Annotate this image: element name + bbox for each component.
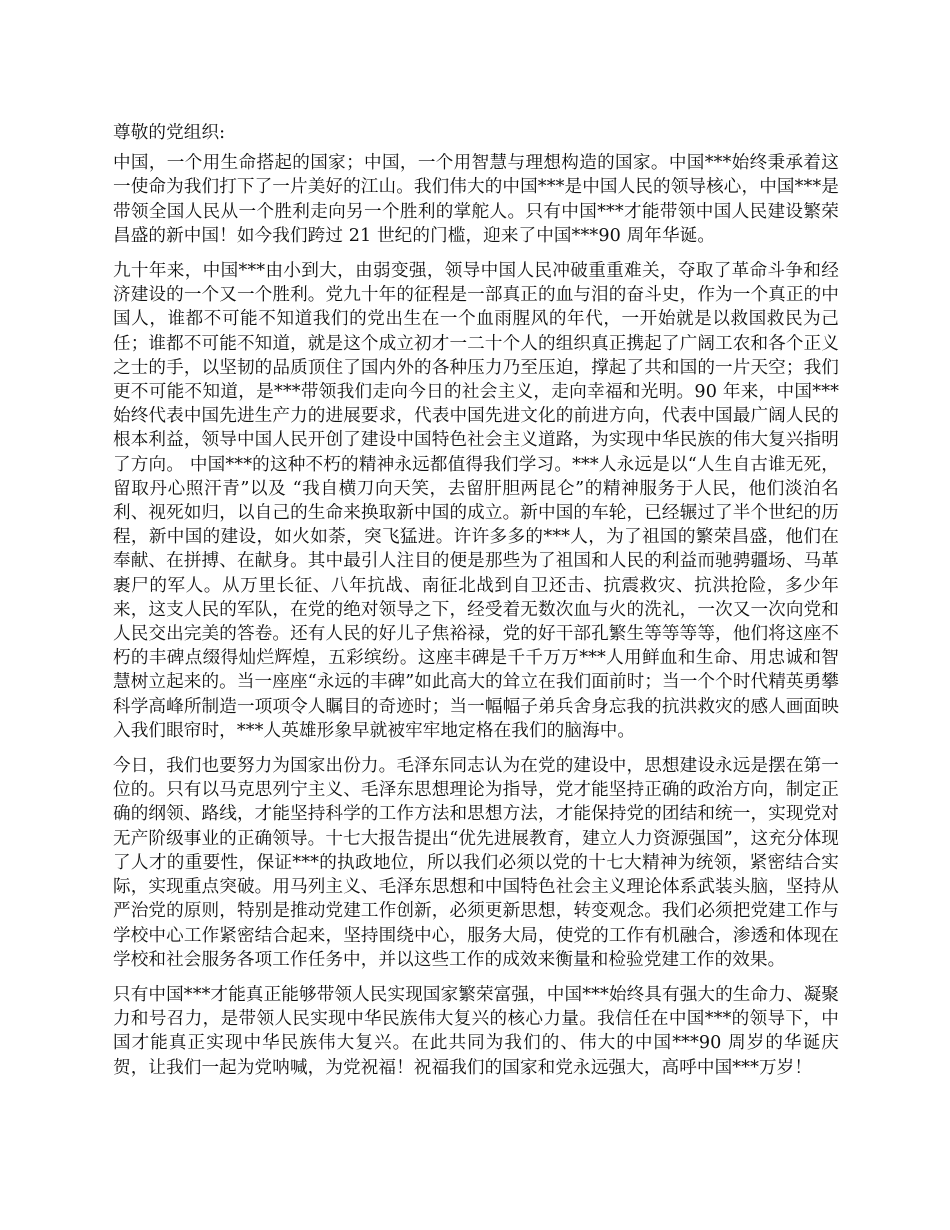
paragraph-ninety-years-history: 九十年来，中国***由小到大，由弱变强，领导中国人民冲破重重难关，夺取了革命斗争和经济建设的一个又一个胜利。党九十年的征程是一部真正的血与泪的奋斗史，作为一个真正的中国人，谁都不可能不知道我们的党出生在一个血雨腥风的年代，一开始就是以救国救民为己任；谁都不可能不知道，就是这个成立初才一二十个人的组织真正携起了广阔工农和各个正义之士的手，以坚韧的品质顶住了国内外的各种压力乃至压迫，撑起了共和国的一片天空；我们更不可能不知道，是***带领我们走向今日的社会主义，走向幸福和光明。90 年来，中国***始终代表中国先进生产力的进展要求，代表中国先进文化的前进方向，代表中国最广阔人民的根本利益，领导中国人民开创了建设中国特色社会主义道路，为实现中华民族的伟大复兴指明了方向。 中国***的这种不朽的精神永远都值得我们学习。***人永远是以“人生自古谁无死，留取丹心照汗青”以及 “我自横刀向天笑，去留肝胆两昆仑”的精神服务于人民，他们淡泊名利、视死如归，以自己的生命来换取新中国的成立。新中国的车轮，已经辗过了半个世纪的历程，新中国的建设，如火如荼，突飞猛进。许许多多的***人，为了祖国的繁荣昌盛，他们在奉献、在拼搏、在献身。其中最引人注目的便是那些为了祖国和人民的利益而驰骋疆场、马革裹尸的军人。从万里长征、八年抗战、南征北战到自卫还击、抗震救灾、抗洪抢险，多少年来，这支人民的军队，在党的绝对领导之下，经受着无数次血与火的洗礼，一次又一次向党和人民交出完美的答卷。还有人民的好儿子焦裕禄，党的好干部孔繁生等等等等，他们将这座不朽的丰碑点缀得灿烂辉煌，五彩缤纷。这座丰碑是千千万万***人用鲜血和生命、用忠诚和智慧树立起来的。当一座座“永远的丰碑”如此高大的耸立在我们面前时；当一个个时代精英勇攀科学高峰所制造一项项令人瞩目的奇迹时；当一幅幅子弟兵舍身忘我的抗洪救灾的感人画面映入我们眼帘时，***人英雄形象早就被牢牢地定格在我们的脑海中。 <box>113 261 839 741</box>
document-page <box>113 121 839 1091</box>
paragraph-party-building: 今日，我们也要努力为国家出份力。毛泽东同志认为在党的建设中，思想建设永远是摆在第一位的。只有以马克思列宁主义、毛泽东思想理论为指导，党才能坚持正确的政治方向，制定正确的纲领、路线，才能坚持科学的工作方法和思想方法，才能保持党的团结和统一，实现党对无产阶级事业的正确领导。十七大报告提出“优先进展教育，建立人力资源强国”，这充分体现了人才的重要性，保证***的执政地位，所以我们必须以党的十七大精神为统领，紧密结合实际，实现重点突破。用马列主义、毛泽东思想和中国特色社会主义理论体系武装头脑，坚持从严治党的原则，特别是推动党建工作创新，必须更新思想，转变观念。我们必须把党建工作与学校中心工作紧密结合起来，坚持围绕中心，服务大局，使党的工作有机融合，渗透和体现在学校和社会服务各项工作任务中，并以这些工作的成效来衡量和检验党建工作的效果。 <box>113 756 839 970</box>
paragraph-closing-blessing: 只有中国***才能真正能够带领人民实现国家繁荣富强，中国***始终具有强大的生命力、凝聚力和号召力，是带领人民实现中华民族伟大复兴的核心力量。我信任在中国***的领导下，中国才能真正实现中华民族伟大复兴。在此共同为我们的、伟大的中国***90 周岁的华诞庆贺，让我们一起为党呐喊，为党祝福！祝福我们的国家和党永远强大，高呼中国***万岁！ <box>113 984 839 1078</box>
paragraph-founding-anniversary: 中国，一个用生命搭起的国家；中国，一个用智慧与理想构造的国家。中国***始终秉承着这一使命为我们打下了一片美好的江山。我们伟大的中国***是中国人民的领导核心，中国***是带领全国人民从一个胜利走向另一个胜利的掌舵人。只有中国***才能带领中国人民建设繁荣昌盛的新中国！如今我们跨过 21 世纪的门槛，迎来了中国***90 周年华诞。 <box>113 153 839 246</box>
salutation: 尊敬的党组织: <box>113 123 226 143</box>
